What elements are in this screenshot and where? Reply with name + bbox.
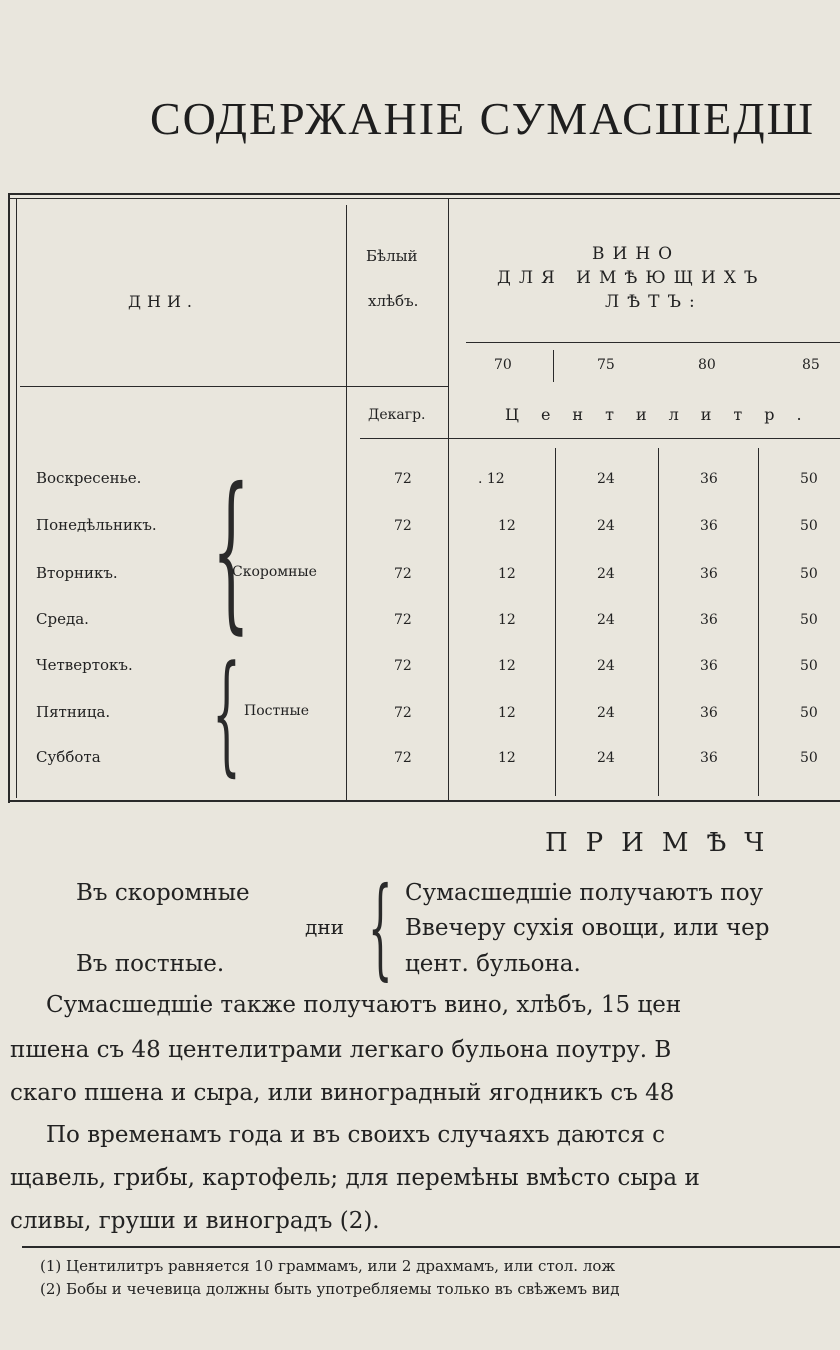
col-sep-1 xyxy=(555,448,556,796)
col-sep-2 xyxy=(658,448,659,796)
body-paragraph-line: Сумасшедшіе также получаютъ вино, хлѣбъ, 15 цен xyxy=(46,992,682,1018)
day-name: Воскресенье. xyxy=(36,469,142,487)
wine-70-value: 12 xyxy=(498,566,516,582)
wine-70-value: . 12 xyxy=(478,471,505,487)
wine-85-value: 50 xyxy=(800,658,818,674)
bread-header-line-2: хлѣбъ. xyxy=(368,292,419,310)
wine-85-value: 50 xyxy=(800,518,818,534)
wine-80-value: 36 xyxy=(700,566,718,582)
age-70: 70 xyxy=(494,357,512,373)
footnote-rule xyxy=(22,1246,840,1248)
wine-header-line-2: ДЛЯ ИМѢЮЩИХЪ xyxy=(497,268,766,288)
day-name: Понедѣльникъ. xyxy=(36,516,157,534)
notes-heading: ПРИМѢЧ xyxy=(545,828,783,858)
bread-value: 72 xyxy=(394,750,412,766)
wine-75-value: 24 xyxy=(597,471,615,487)
bread-value: 72 xyxy=(394,658,412,674)
unit-centiliter: Центилитр. xyxy=(505,405,824,424)
bread-value: 72 xyxy=(394,612,412,628)
wine-70-value: 12 xyxy=(498,518,516,534)
day-name: Суббота xyxy=(36,748,101,766)
age-85: 85 xyxy=(802,357,820,373)
body-paragraph-line: По временамъ года и въ своихъ случаяхъ даются с xyxy=(46,1122,665,1148)
wine-header-line-1: ВИНО xyxy=(592,244,681,264)
wine-75-value: 24 xyxy=(597,705,615,721)
footnote-2: (2) Бобы и чечевица должны быть употребляемы только въ свѣжемъ вид xyxy=(40,1280,620,1298)
table-bottom-rule xyxy=(8,800,840,802)
group-fast-days: Постные xyxy=(244,703,309,719)
column-rule-bread xyxy=(448,198,449,800)
header-days-rule xyxy=(20,386,448,387)
day-name: Вторникъ. xyxy=(36,564,118,582)
header-wine-rule xyxy=(466,342,840,343)
table-left-rule xyxy=(8,193,10,803)
wine-85-value: 50 xyxy=(800,471,818,487)
note-right-2: Ввечеру сухія овощи, или чер xyxy=(405,915,770,941)
note-left-2: Въ постные. xyxy=(76,951,225,977)
wine-80-value: 36 xyxy=(700,471,718,487)
table-left-rule-inner xyxy=(16,198,17,798)
day-name: Среда. xyxy=(36,610,89,628)
wine-80-value: 36 xyxy=(700,658,718,674)
wine-75-value: 24 xyxy=(597,658,615,674)
note-left-1: Въ скоромные xyxy=(76,880,250,906)
footnote-1: (1) Центилитръ равняется 10 граммамъ, или 2 драхмамъ, или стол. лож xyxy=(40,1257,616,1275)
wine-85-value: 50 xyxy=(800,750,818,766)
brace-notes-icon: { xyxy=(368,863,393,991)
body-paragraph-line: скаго пшена и сыра, или виноградный ягодникъ съ 48 xyxy=(10,1080,675,1106)
table-top-rule xyxy=(8,193,840,195)
wine-80-value: 36 xyxy=(700,612,718,628)
col-sep-3 xyxy=(758,448,759,796)
wine-70-value: 12 xyxy=(498,750,516,766)
wine-75-value: 24 xyxy=(597,566,615,582)
note-left-mid: дни xyxy=(305,915,344,939)
bread-value: 72 xyxy=(394,518,412,534)
wine-75-value: 24 xyxy=(597,750,615,766)
wine-70-value: 12 xyxy=(498,658,516,674)
header-units-rule xyxy=(360,438,840,439)
wine-85-value: 50 xyxy=(800,612,818,628)
body-paragraph-line: щавель, грибы, картофель; для перемѣны вмѣсто сыра и xyxy=(10,1165,700,1191)
wine-70-value: 12 xyxy=(498,612,516,628)
note-right-3: цент. бульона. xyxy=(405,951,581,977)
brace-fast-days-icon: { xyxy=(212,637,241,789)
table-top-rule-inner xyxy=(8,198,840,199)
age-sep-1 xyxy=(553,350,554,382)
wine-80-value: 36 xyxy=(700,750,718,766)
body-paragraph-line: пшена съ 48 центелитрами легкаго бульона поутру. В xyxy=(10,1037,672,1063)
group-meat-days: Скоромные xyxy=(232,564,317,580)
bread-value: 72 xyxy=(394,471,412,487)
age-80: 80 xyxy=(698,357,716,373)
day-name: Четвертокъ. xyxy=(36,656,133,674)
days-column-header: ДНИ. xyxy=(128,292,198,311)
wine-85-value: 50 xyxy=(800,705,818,721)
bread-header-line-1: Бѣлый xyxy=(366,247,418,265)
note-right-1: Сумасшедшіе получаютъ поу xyxy=(405,880,764,906)
unit-decagram: Декагр. xyxy=(368,407,426,423)
column-rule-days xyxy=(346,205,347,800)
day-name: Пятница. xyxy=(36,703,111,721)
wine-80-value: 36 xyxy=(700,705,718,721)
wine-85-value: 50 xyxy=(800,566,818,582)
body-paragraph-line: сливы, груши и виноградъ (2). xyxy=(10,1208,380,1234)
brace-meat-days-icon: { xyxy=(212,452,250,650)
wine-75-value: 24 xyxy=(597,518,615,534)
wine-70-value: 12 xyxy=(498,705,516,721)
bread-value: 72 xyxy=(394,705,412,721)
wine-75-value: 24 xyxy=(597,612,615,628)
age-75: 75 xyxy=(597,357,615,373)
page-title: СОДЕРЖАНІЕ СУМАСШЕДШ xyxy=(150,93,816,144)
wine-header-line-3: ЛѢТЪ: xyxy=(605,292,703,312)
wine-80-value: 36 xyxy=(700,518,718,534)
bread-value: 72 xyxy=(394,566,412,582)
